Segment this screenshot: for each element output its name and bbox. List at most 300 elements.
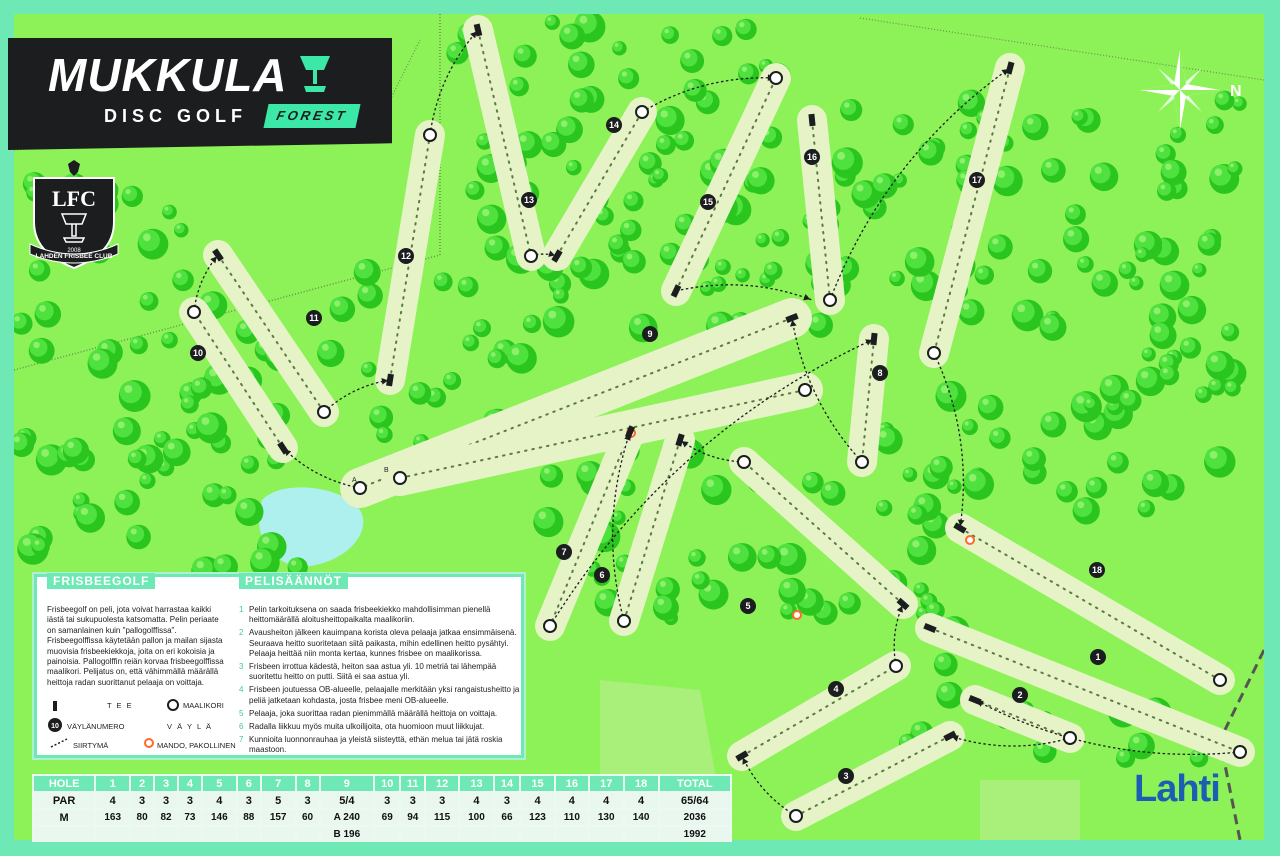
meters-total-cell: 2036: [660, 810, 730, 825]
tree: [688, 549, 705, 566]
tree: [32, 538, 50, 556]
tree: [712, 26, 732, 46]
tree: [989, 428, 1010, 449]
hole-number-label: 16: [806, 152, 818, 163]
meters-row: [34, 810, 730, 825]
par-cell: 3: [238, 793, 260, 808]
rules-heading: PELISÄÄNNÖT: [239, 573, 348, 589]
tee-marker: [870, 333, 877, 346]
meters-cell: 110: [556, 810, 588, 825]
club-logo: [28, 160, 120, 270]
rule-item: 7 Kunnioita luonnonrauhaa ja yleistä siisteyttä, ethän melua tai jätä roskia maastoon.: [239, 735, 521, 755]
tree: [357, 283, 382, 308]
tree: [934, 653, 958, 677]
meters-cell: 80: [131, 810, 153, 825]
tree: [559, 24, 585, 50]
tree: [1073, 497, 1100, 524]
par-cell: 4: [203, 793, 236, 808]
alt-meters-cell: [625, 827, 658, 842]
tree: [1040, 412, 1066, 438]
alt-meters-cell: [495, 827, 519, 842]
tree: [241, 456, 259, 474]
par-cell: 3: [155, 793, 177, 808]
tree: [1022, 447, 1046, 471]
brand-subtitle: DISC GOLF: [104, 106, 247, 126]
hole-number-label: 1: [1095, 652, 1101, 663]
rule-item: 2 Avausheiton jälkeen kauimpana korista oleva pelaaja jatkaa ensimmäisenä. Seuraava heitto suoritetaan siitä paikasta, mihin edellinen heitto pysähtyi. Pelaaja heittää niin monta kertaa, kunnes frisbee on maalikorissa.: [239, 628, 521, 659]
par-cell: 5/4: [321, 793, 374, 808]
tree: [656, 106, 685, 135]
tree: [122, 186, 143, 207]
tee-marker: [808, 114, 815, 127]
alt-meters-cell: [155, 827, 177, 842]
tree: [570, 257, 592, 279]
hole-number-label: 14: [608, 120, 620, 131]
tree: [821, 481, 846, 506]
tree: [715, 259, 731, 275]
tree: [764, 262, 782, 280]
meters-cell: 130: [590, 810, 623, 825]
tree: [1142, 347, 1156, 361]
alt-meters-cell: [375, 827, 399, 842]
tree: [756, 233, 770, 247]
hole-number-cell: 13: [460, 776, 493, 791]
basket-marker: [928, 347, 940, 359]
tree: [661, 26, 679, 44]
par-cell: 4: [625, 793, 658, 808]
tree: [893, 114, 914, 135]
fairway: [862, 339, 874, 462]
par-cell: 4: [96, 793, 129, 808]
alt-row-label: [34, 827, 94, 842]
hole-number-cell: 8: [297, 776, 319, 791]
tree: [978, 395, 1004, 421]
tree: [903, 467, 918, 482]
frisbeegolf-description: Frisbeegolf on peli, jota voivat harrastaa kaikki iästä tai sukupuolesta katsomatta. Pelin periaate on samanlainen kuin "pallogolffissa". Frisbeegolffissa käytetään pallon ja mailan sijasta muovisia frisbeekiekkoja, joita on eri kokoisia ja painoisia. Pallogolffin reiän korvaa frisbeegolffissa maalikori. Pelijatus on, että vähimmällä määrällä heittoja radan suorittanut pelaaja on voittaja.: [47, 605, 224, 687]
meters-cell: 88: [238, 810, 260, 825]
tree: [947, 479, 961, 493]
par-cell: 3: [375, 793, 399, 808]
alt-meters-cell: [238, 827, 260, 842]
tree: [1138, 500, 1155, 517]
hole-number-label: 8: [877, 368, 883, 379]
tree: [161, 332, 178, 349]
tree: [838, 592, 860, 614]
tree: [608, 234, 628, 254]
fairway: [812, 120, 830, 300]
alt-meters-cell: [262, 827, 295, 842]
rule-item: 1 Pelin tarkoituksena on saada frisbeekiekko mahdollisimman pienellä heittomäärällä aloitusheittopaikalta maalikoriin.: [239, 605, 521, 625]
tree: [1128, 733, 1155, 760]
tree: [1206, 351, 1235, 380]
tree: [711, 276, 727, 292]
tree: [1092, 270, 1118, 296]
tree: [612, 41, 626, 55]
alt-meters-cell: [401, 827, 424, 842]
hole-label: HOLE: [34, 776, 94, 791]
tree: [88, 349, 118, 379]
basket-marker: [738, 456, 750, 468]
tree: [434, 272, 453, 291]
basket-marker: [1064, 732, 1076, 744]
tree: [779, 578, 806, 605]
alt-meters-cell: [131, 827, 153, 842]
alt-meters-cell: B 196: [321, 827, 374, 842]
compass-north-label: N: [1230, 83, 1242, 100]
tree: [1159, 365, 1179, 385]
alt-meters-cell: [96, 827, 129, 842]
meters-cell: 115: [426, 810, 458, 825]
tree: [361, 362, 377, 378]
tree: [1041, 158, 1066, 183]
brand-banner: [8, 38, 392, 150]
tree: [330, 297, 356, 323]
hole-number-sample: 10: [51, 723, 59, 730]
basket-marker: [188, 306, 200, 318]
tree: [191, 377, 212, 398]
mando-icon: [145, 739, 153, 747]
hole-number-label: 10: [192, 348, 204, 359]
tree: [701, 475, 731, 505]
tree: [354, 259, 381, 286]
meters-cell: 100: [460, 810, 493, 825]
tree: [138, 229, 169, 260]
hole-number-label: 12: [400, 251, 412, 262]
club-year: 2008: [67, 248, 81, 254]
meadow: [980, 780, 1080, 840]
tree: [509, 77, 528, 96]
tree: [1119, 390, 1141, 412]
tree: [409, 382, 432, 405]
rule-item: 5 Pelaaja, joka suorittaa radan pienimmällä määrällä heittoja on voittaja.: [239, 709, 521, 719]
frisbeegolf-heading: FRISBEEGOLF: [47, 573, 155, 589]
tree: [1065, 204, 1086, 225]
tree: [622, 250, 645, 273]
tree: [523, 315, 541, 333]
tree: [566, 160, 582, 176]
par-cell: 3: [426, 793, 458, 808]
tree: [1072, 109, 1088, 125]
tree: [905, 247, 935, 277]
tree: [219, 486, 237, 504]
rules-list: [239, 605, 521, 759]
meters-cell: A 240: [321, 810, 374, 825]
tree: [1090, 163, 1119, 192]
meters-cell: 157: [262, 810, 295, 825]
alt-meters-cell: [590, 827, 623, 842]
basket-marker: [544, 620, 556, 632]
hole-number-label: 13: [523, 195, 535, 206]
tree: [181, 395, 199, 413]
tree: [1056, 481, 1078, 503]
par-cell: 3: [401, 793, 424, 808]
tree: [876, 500, 892, 516]
tree: [545, 15, 560, 30]
basket-marker: [636, 106, 648, 118]
tree: [553, 288, 569, 304]
par-cell: 3: [131, 793, 153, 808]
tree: [1208, 378, 1225, 395]
alt-meters-cell: [179, 827, 201, 842]
total-label: TOTAL: [660, 776, 730, 791]
tree: [1039, 314, 1066, 341]
brand-title: MUKKULA: [48, 49, 288, 101]
tree: [832, 147, 863, 178]
scorecard: [32, 774, 732, 842]
transition-icon: [51, 739, 67, 747]
tree: [674, 131, 694, 151]
disc-basket-icon: [298, 52, 332, 94]
hole-number-cell: 1: [96, 776, 129, 791]
basket-b-label: B: [384, 467, 389, 474]
tree: [1119, 262, 1136, 279]
mando-marker: [793, 611, 801, 619]
par-total-cell: 65/64: [660, 793, 730, 808]
tree: [1129, 276, 1143, 290]
basket-marker: [799, 384, 811, 396]
hole-number-label: 3: [843, 771, 849, 782]
tree: [1192, 263, 1206, 277]
tree: [1227, 161, 1242, 176]
alt-meters-cell: [203, 827, 236, 842]
tree: [840, 99, 862, 121]
hole-number-label: 2: [1017, 690, 1023, 701]
hole-number-cell: 18: [625, 776, 658, 791]
tree: [540, 465, 563, 488]
tree: [196, 412, 227, 443]
tree: [1161, 160, 1187, 186]
tree: [514, 45, 537, 68]
tree: [506, 343, 536, 373]
tree: [477, 205, 506, 234]
hole-number-cell: 12: [426, 776, 458, 791]
hole-row: [34, 776, 730, 791]
tree: [988, 235, 1013, 260]
tree: [1084, 397, 1099, 412]
tree: [35, 301, 62, 328]
rule-item: 3 Frisbeen irrottua kädestä, heiton saa astua yli. 10 metriä tai lähempää suoritettu heitto on putti. Siitä ei saa astua yli.: [239, 662, 521, 682]
meters-cell: 163: [96, 810, 129, 825]
basket-marker: [824, 294, 836, 306]
tree: [533, 507, 563, 537]
info-panel: [34, 574, 524, 758]
basket-marker: [1214, 674, 1226, 686]
par-cell: 3: [297, 793, 319, 808]
scorecard-table: [32, 774, 732, 844]
mando-marker: [966, 536, 974, 544]
basket-marker: [790, 810, 802, 822]
tree: [317, 340, 344, 367]
alt-meters-cell: [426, 827, 458, 842]
tree: [728, 543, 757, 572]
hole-number-label: 17: [971, 175, 983, 186]
basket-marker: [770, 72, 782, 84]
alt-meters-cell: [556, 827, 588, 842]
tree: [1012, 300, 1044, 332]
alt-meters-cell: [521, 827, 554, 842]
tree: [1204, 446, 1235, 477]
tree: [1170, 127, 1186, 143]
tree: [376, 427, 392, 443]
tree: [623, 191, 643, 211]
hole-number-cell: 10: [375, 776, 399, 791]
tree: [488, 349, 507, 368]
meters-cell: 82: [155, 810, 177, 825]
tree: [163, 438, 191, 466]
club-name: LAHDEN FRISBEE CLUB: [35, 253, 113, 260]
tree: [936, 682, 963, 709]
meters-cell: 66: [495, 810, 519, 825]
tree: [918, 140, 943, 165]
tree: [458, 277, 479, 298]
hole-number-label: 15: [702, 197, 714, 208]
hole-number-cell: 16: [556, 776, 588, 791]
tree: [907, 536, 936, 565]
basket-icon: [168, 700, 178, 710]
hole-number-cell: 9: [321, 776, 374, 791]
rule-item: 4 Frisbeen joutuessa OB-alueelle, pelaajalle merkitään yksi rangaistusheitto ja peliä jatketaan kohdasta, josta frisbee meni OB-alueelle.: [239, 685, 521, 705]
par-cell: 4: [460, 793, 493, 808]
tree: [1157, 182, 1176, 201]
basket-marker: [394, 472, 406, 484]
basket-marker: [856, 456, 868, 468]
tree: [1150, 322, 1177, 349]
hole-number-label: 9: [647, 329, 653, 340]
alt-meters-cell: [297, 827, 319, 842]
alt-meters-row: [34, 827, 730, 842]
hole-number-cell: 11: [401, 776, 424, 791]
tee-icon: [53, 701, 57, 711]
tree: [680, 49, 704, 73]
tree: [758, 545, 782, 569]
tree: [1221, 323, 1239, 341]
tree: [907, 505, 927, 525]
tree: [1198, 232, 1221, 255]
tree: [172, 270, 194, 292]
legend-tee: T E E: [107, 701, 134, 710]
tree: [463, 335, 480, 352]
basket-marker: [318, 406, 330, 418]
par-cell: 3: [495, 793, 519, 808]
basket-marker: [618, 615, 630, 627]
brand-tag: FOREST: [263, 104, 360, 128]
hole-number-cell: 6: [238, 776, 260, 791]
tree: [29, 338, 55, 364]
tree: [465, 181, 484, 200]
hole-number-cell: 17: [590, 776, 623, 791]
tree: [652, 168, 668, 184]
tree: [772, 229, 790, 247]
hole-number-cell: 5: [203, 776, 236, 791]
tree: [443, 372, 461, 390]
tree: [738, 63, 759, 84]
alt-meters-cell: [460, 827, 493, 842]
tree: [570, 88, 594, 112]
tree: [543, 306, 575, 338]
tree: [960, 122, 977, 139]
par-row: [34, 793, 730, 808]
tree: [63, 438, 89, 464]
par-cell: 4: [556, 793, 588, 808]
basket-a-label: A: [352, 477, 357, 484]
tree: [128, 450, 147, 469]
tree: [1028, 259, 1052, 283]
tree: [162, 205, 177, 220]
meters-cell: 73: [179, 810, 201, 825]
hole-number-cell: 3: [155, 776, 177, 791]
meters-cell: 140: [625, 810, 658, 825]
alt-total-cell: 1992: [660, 827, 730, 842]
basket-marker: [424, 129, 436, 141]
legend-basket: MAALIKORI: [183, 701, 224, 710]
hole-number-cell: 2: [131, 776, 153, 791]
tree: [556, 116, 583, 143]
meters-label: M: [34, 810, 94, 825]
city-logo: Lahti: [1134, 768, 1220, 810]
tree: [963, 469, 994, 500]
tree: [735, 19, 756, 40]
hole-number-cell: 14: [495, 776, 519, 791]
tree: [656, 135, 676, 155]
meters-cell: 69: [375, 810, 399, 825]
basket-marker: [525, 250, 537, 262]
tree: [1180, 337, 1201, 358]
tree: [114, 490, 140, 516]
tree: [473, 319, 491, 337]
rule-item: 6 Radalla liikkuu myös muita ulkoilijoita, ota huomioon muut liikkujat.: [239, 722, 521, 732]
tree: [235, 498, 263, 526]
club-letters: LFC: [52, 186, 96, 211]
tree: [1022, 114, 1048, 140]
tree: [618, 68, 639, 89]
hole-number-label: 18: [1091, 565, 1103, 576]
basket-marker: [890, 660, 902, 672]
legend-hole-number: VÄYLÄNUMERO: [67, 722, 125, 731]
legend-transition: SIIRTYMÄ: [73, 741, 109, 750]
tree: [1086, 477, 1108, 499]
tree: [130, 336, 148, 354]
par-label: PAR: [34, 793, 94, 808]
tree: [653, 595, 679, 621]
tree: [485, 235, 510, 260]
tree: [568, 51, 595, 78]
tree: [975, 266, 994, 285]
par-cell: 4: [590, 793, 623, 808]
tree: [139, 473, 155, 489]
hole-number-label: 6: [599, 570, 605, 581]
hole-number-cell: 7: [262, 776, 295, 791]
meters-cell: 60: [297, 810, 319, 825]
basket-marker: [1234, 746, 1246, 758]
meters-cell: 146: [203, 810, 236, 825]
meters-cell: 94: [401, 810, 424, 825]
tree: [1135, 247, 1150, 262]
tree: [735, 268, 749, 282]
tree: [369, 406, 393, 430]
tree: [119, 380, 151, 412]
par-cell: 4: [521, 793, 554, 808]
tree: [126, 525, 151, 550]
tree: [76, 503, 105, 532]
tree: [962, 419, 978, 435]
par-cell: 5: [262, 793, 295, 808]
tree: [1077, 256, 1094, 273]
par-cell: 3: [179, 793, 201, 808]
tree: [692, 571, 710, 589]
hole-number-label: 7: [561, 547, 567, 558]
tree: [889, 271, 905, 287]
tree: [140, 292, 159, 311]
